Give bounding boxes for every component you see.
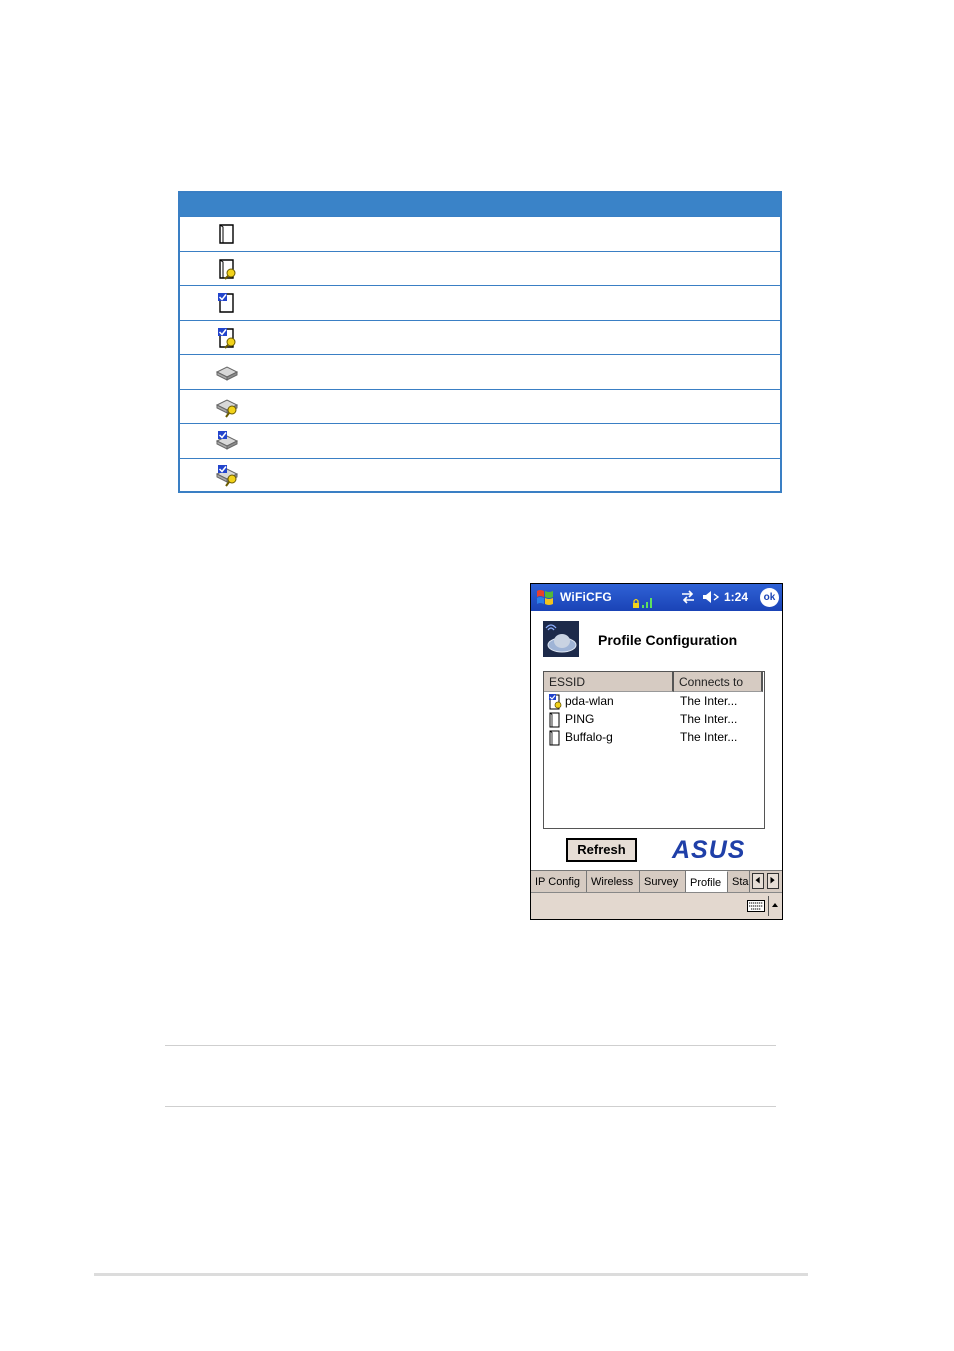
adhoc-profile-active-wep-icon	[215, 465, 239, 487]
tab-survey[interactable]: Survey	[640, 871, 686, 893]
profile-icon	[215, 223, 239, 245]
legend-row	[180, 285, 780, 320]
page-title: Profile Configuration	[598, 632, 738, 648]
adhoc-profile-icon	[215, 361, 239, 383]
asus-logo-text: ASUS	[672, 837, 746, 861]
column-header-essid[interactable]: ESSID	[544, 672, 674, 692]
adhoc-profile-active-icon	[215, 430, 239, 452]
tab-profile[interactable]: Profile	[686, 871, 728, 893]
adhoc-profile-wep-icon	[215, 396, 239, 418]
connects-to: The Inter...	[680, 730, 738, 744]
legend-row	[180, 216, 780, 251]
profile-icon	[547, 712, 563, 728]
profile-list	[543, 671, 765, 829]
arrow-right-icon	[768, 874, 778, 888]
connects-to: The Inter...	[680, 694, 738, 708]
legend-row	[180, 251, 780, 286]
legend-row	[180, 320, 780, 355]
clock[interactable]: 1:24	[724, 590, 749, 604]
tab-wireless[interactable]: Wireless	[587, 871, 640, 893]
profile-icon	[547, 730, 563, 746]
arrow-left-icon	[753, 874, 763, 888]
ok-button[interactable]: ok	[760, 588, 779, 607]
wireless-config-icon	[543, 621, 579, 657]
list-item[interactable]	[546, 729, 762, 747]
keyboard-icon[interactable]	[747, 900, 765, 912]
profile-active-wep-icon	[215, 327, 239, 349]
divider	[165, 1045, 776, 1046]
tab-ip-config[interactable]: IP Config	[531, 871, 587, 893]
legend-row	[180, 458, 780, 493]
profile-wep-icon	[215, 258, 239, 280]
profile-active-wep-icon	[547, 694, 563, 710]
title-bar	[531, 584, 782, 611]
essid: pda-wlan	[565, 694, 614, 708]
divider	[165, 1106, 776, 1107]
tab-bar	[531, 870, 782, 893]
volume-icon[interactable]	[701, 589, 719, 605]
tab-scroll-left-button[interactable]	[752, 873, 764, 889]
asus-logo	[670, 837, 766, 861]
essid: Buffalo-g	[565, 730, 613, 744]
wificfg-screenshot	[530, 583, 783, 920]
profile-active-icon	[215, 292, 239, 314]
essid: PING	[565, 712, 595, 726]
list-header	[544, 672, 764, 692]
legend-row	[180, 389, 780, 424]
windows-start-icon[interactable]	[534, 587, 556, 608]
list-item[interactable]	[546, 711, 762, 729]
app-title: WiFiCFG	[560, 590, 612, 604]
connectivity-icon[interactable]	[680, 589, 696, 605]
footer-divider	[94, 1273, 808, 1276]
legend-table-header	[180, 193, 780, 216]
tab-scroll-right-button[interactable]	[767, 873, 779, 889]
column-header-connects-to[interactable]: Connects to	[674, 672, 763, 692]
menu-bar	[531, 892, 782, 920]
signal-strength-icon	[632, 595, 654, 609]
input-menu-arrow-icon[interactable]	[768, 896, 781, 916]
legend-row	[180, 423, 780, 458]
list-item[interactable]	[546, 693, 762, 711]
connects-to: The Inter...	[680, 712, 738, 726]
tab-status[interactable]: Sta	[728, 871, 750, 893]
refresh-button[interactable]: Refresh	[566, 838, 637, 862]
profile-icon-legend-table	[178, 191, 782, 493]
legend-row	[180, 354, 780, 389]
